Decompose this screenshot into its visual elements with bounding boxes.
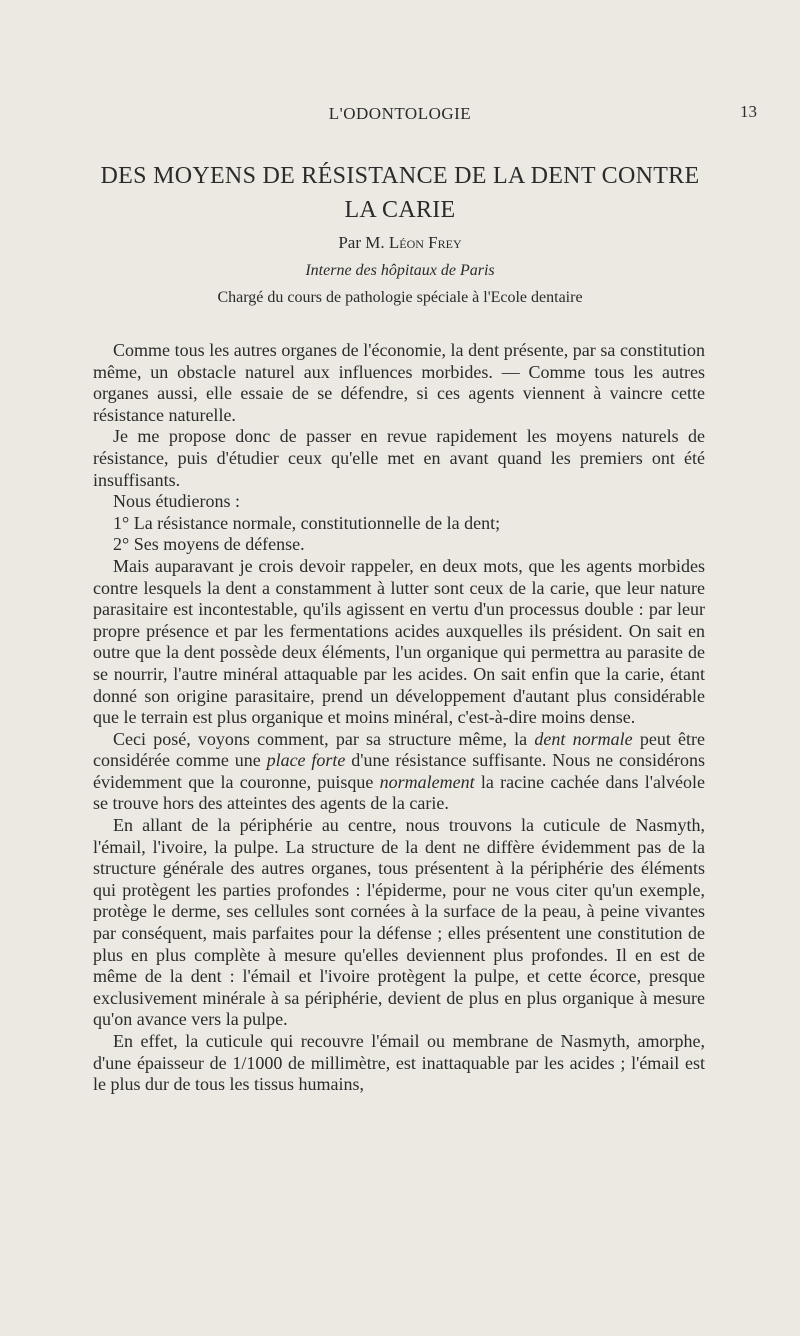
paragraph-4: Mais auparavant je crois devoir rappeler, en deux mots, que les agents morbides contre lesquels la dent a constamment à lutter sont ceux de la carie, que leur nature parasitaire est incontestable, qu'ils agissent en vertu d'un processus double : par leur propre présence et par les fermentations acides auxquelles ils président. On sait en outre que la dent possède deux éléments, l'un organique qui permettra au parasite de se nourrir, l'autre minéral attaquable par les acides. On sait enfin que la carie, étant donné son origine parasitaire, prend un développement d'autant plus considérable que le terrain est plus organique et moins minéral, c'est-à-dire moins dense. [93, 555, 705, 728]
title-line-1: DES MOYENS DE RÉSISTANCE DE LA DENT CONTRE [100, 163, 700, 189]
emphasis-dent-normale: dent normale [534, 728, 633, 749]
list-item-1: 1° La résistance normale, constitutionnelle de la dent; [113, 512, 501, 533]
article-title [90, 159, 710, 227]
paragraph-1: Comme tous les autres organes de l'économie, la dent présente, par sa constitution même, un obstacle naturel aux influences morbides. — Comme tous les autres organes aussi, elle essaie de se défendre, si ces agents viennent à vaincre cette résistance naturelle. [93, 340, 705, 425]
page-number: 13 [740, 102, 757, 121]
list-item-2: 2° Ses moyens de défense. [113, 534, 305, 555]
paragraph-7: En effet, la cuticule qui recouvre l'émail ou membrane de Nasmyth, amorphe, d'une épaisseur de 1/1000 de millimètre, est inattaquable par les acides ; l'émail est le plus dur de tous les tissus humains, [93, 1031, 705, 1095]
author-name: Léon Frey [388, 233, 462, 252]
paragraph-2: Je me propose donc de passer en revue rapidement les moyens naturels de résistance, puis d'étudier ceux qu'elle met en avant quand les premiers ont été insuffisants. [93, 426, 705, 490]
paragraph-6: En allant de la périphérie au centre, nous trouvons la cuticule de Nasmyth, l'émail, l'ivoire, la pulpe. La structure de la dent ne diffère évidemment pas de la structure générale des autres organes, tous présentent à la périphérie des éléments qui protègent les parties profondes : l'épiderme, pour ne vous citer qu'un exemple, protège le derme, ses cellules sont cornées à la surface de la peau, à peine vivantes par conséquent, mais parfaites pour la défense ; elles présentent une constitution de plus en plus complète à mesure qu'elles deviennent plus profondes. Il en est de même de la dent : l'émail et l'ivoire protègent la pulpe, et cette écorce, presque exclusivement minérale à sa périphérie, devient de plus en plus organique à mesure qu'on avance vers la pulpe. [93, 815, 705, 1030]
paragraph-5-text-b: peut être considérée comme une [93, 728, 706, 771]
paragraph-5-text-a: Ceci posé, voyons comment, par sa structure même, la [113, 728, 535, 749]
paragraph-5-text-d: la racine cachée dans l'alvéole se trouve hors des atteintes des agents de la carie. [93, 771, 706, 814]
paragraph-5-text-c: d'une résistance suffisante. Nous ne considérons évidemment que la couronne, puisque [93, 750, 705, 792]
paragraph-5 [93, 729, 705, 815]
affiliation-1: Interne des hôpitaux de Paris [305, 262, 495, 279]
byline [0, 233, 800, 253]
paragraph-3: Nous étudierons : [113, 491, 240, 512]
article-body [93, 340, 705, 1096]
byline-prefix: Par M. [338, 233, 385, 252]
title-line-2: LA CARIE [344, 197, 456, 223]
emphasis-normalement: normalement [379, 771, 475, 792]
running-title: L'ODONTOLOGIE [328, 104, 472, 123]
affiliation-2: Chargé du cours de pathologie spéciale à l'Ecole dentaire [217, 289, 583, 306]
emphasis-place-forte: place forte [266, 750, 346, 771]
